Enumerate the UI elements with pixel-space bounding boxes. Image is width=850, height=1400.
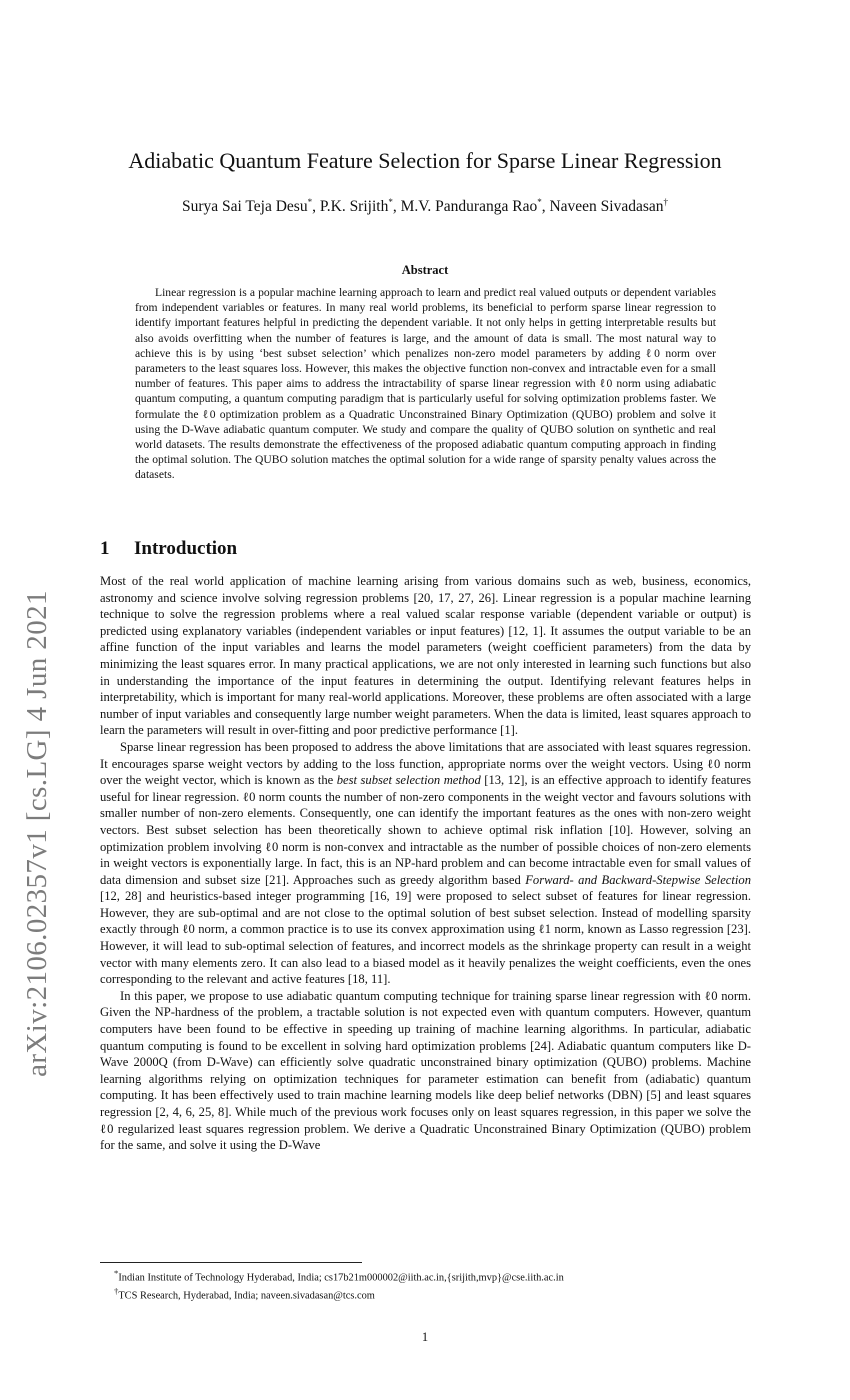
section-title: Introduction <box>134 538 238 559</box>
abstract-text: Linear regression is a popular machine learning approach to learn and predict real valued outputs or dependent variables from independent variables or features. In many real world problems, its beneficial to perform sparse linear regression to identify important features helpful in predicting the dependent variable. It not only helps in getting interpretable results but also avoids overfitting when the number of features is large, and the amount of data is small. The most natural way to achieve this is by using ‘best subset selection’ which penalizes non-zero model parameters by adding ℓ0 norm over parameters to the least squares loss. However, this makes the objective function non-convex and intractable even for a small number of features. This paper aims to address the intractability of sparse linear regression with ℓ0 norm using adiabatic quantum computing, a quantum computing paradigm that is particularly useful for solving optimization problems faster. We formulate the ℓ0 optimization problem as a Quadratic Unconstrained Binary Optimization (QUBO) problem and solve it using the D-Wave adiabatic quantum computer. We study and compare the quality of QUBO solution on synthetic and real world datasets. The results demonstrate the effectiveness of the proposed adiabatic quantum computing approach in finding the optimal solution. The QUBO solution matches the optimal solution for a wide range of sparsity penalty values across the datasets. <box>135 286 716 482</box>
introduction-body <box>100 573 751 1154</box>
author-name: Surya Sai Teja Desu <box>181 198 308 216</box>
author-name: Naveen Sivadasan <box>549 198 664 216</box>
arxiv-identifier: arXiv:2106.02357v1 [cs.LG] 4 Jun 2021 <box>20 589 53 1077</box>
text-run: [13, 12], is an effective approach to identify features useful for linear regression. ℓ0 norm counts the number of non-zero components in the weight vector and favours solutions with smaller number of non-zero elements. Consequently, one can identify the important features as the ones with non-zero weight vectors. Best subset selection has been theoretically shown to achieve optimal risk inflation [10]. However, solving an optimization problem involving ℓ0 norm is non-convex and intractable as the number of possible choices of non-zero elements in weight vectors is exponentially large. In fact, this is an NP-hard problem and can become intractable even for small values of data dimension and subset size [21]. Approaches such as greedy algorithm based <box>100 773 751 887</box>
author-list: Surya Sai Teja Desu*, P.K. Srijith*, M.V. Panduranga Rao*, Naveen Sivadasan† <box>181 197 669 216</box>
body-paragraph: In this paper, we propose to use adiabatic quantum computing technique for training sparse linear regression with ℓ0 norm. Given the NP-hardness of the problem, a tractable solution is not expected even with quantum computers. However, quantum computers have been found to be effective in speeding up training of machine learning algorithms. In particular, adiabatic quantum computing is found to be excellent in solving hard optimization problems [24]. Adiabatic quantum computers like D-Wave 2000Q (from D-Wave) can efficiently solve quadratic unconstrained binary optimization (QUBO) problems. Machine learning algorithms relying on optimization techniques for parameter estimation can benefit from (adiabatic) quantum computing. It has been effectively used to train machine learning models like deep belief networks (DBN) [5] and least squares regression [2, 4, 6, 25, 8]. While much of the previous work focuses only on least squares regression, in this paper we solve the ℓ0 regularized least squares regression problem. We derive a Quadratic Unconstrained Binary Optimization (QUBO) problem for the same, and solve it using the D-Wave <box>100 988 751 1153</box>
abstract-heading: Abstract <box>401 263 449 277</box>
footnote-text: TCS Research, Hyderabad, India; naveen.sivadasan@tcs.com <box>118 1290 375 1302</box>
footnotes <box>100 1267 751 1303</box>
footnote <box>100 1285 751 1303</box>
affiliation-mark: * <box>307 197 313 207</box>
section-heading <box>100 538 237 560</box>
footnote-mark: † <box>114 1285 119 1296</box>
emphasis-best-subset: best subset selection method <box>336 773 481 788</box>
body-paragraph <box>100 739 751 988</box>
section-number: 1 <box>100 538 110 559</box>
author-name: M.V. Panduranga Rao <box>400 198 538 216</box>
affiliation-mark: * <box>537 197 542 207</box>
footnote <box>100 1267 751 1285</box>
text-run: Sparse linear regression has been proposed to address the above limitations that are associated with least squares regression. It encourages sparse weight vectors by adding to the loss function, appropriate norms over the weight vectors. Using ℓ0 norm over the weight vector, which is known as the <box>100 739 751 788</box>
affiliation-mark: † <box>663 197 669 207</box>
emphasis-stepwise: Forward- and Backward-Stepwise Selection <box>525 872 751 887</box>
paper-title: Adiabatic Quantum Feature Selection for Sparse Linear Regression <box>128 148 722 173</box>
author-name: P.K. Srijith <box>319 198 389 216</box>
footnote-mark: * <box>114 1268 119 1278</box>
footnote-text: Indian Institute of Technology Hyderabad, India; cs17b21m000002@iith.ac.in,{srijith,mvp}@cse.iith.ac.in <box>118 1272 564 1284</box>
text-run: [12, 28] and heuristics-based integer programming [16, 19] were proposed to select subset of features for linear regression. However, they are sub-optimal and are not close to the optimal solution of best subset selection. Instead of modelling sparsity exactly through ℓ0 norm, a common practice is to use its convex approximation using ℓ1 norm, known as Lasso regression [23]. However, it will lead to sub-optimal selection of features, and incorrect models as the shrinkage property can result in a weight vector with many elements zero. It can also lead to a biased model as it heavily penalizes the weight coefficients, even the ones corresponding to the relevant and active features [18, 11]. <box>100 889 751 987</box>
page-number: 1 <box>421 1330 429 1344</box>
footnote-rule <box>100 1262 362 1263</box>
affiliation-mark: * <box>388 197 393 207</box>
arxiv-identifier-margin <box>14 578 60 1088</box>
body-paragraph: Most of the real world application of machine learning arising from various domains such as web, business, economics, astronomy and science involve solving regression problems [20, 17, 27, 26]. Linear regression is a popular machine learning technique to solve the regression problems where a real valued scalar response variable (dependent variable or output) is predicted using explanatory variables (independent variables or input features) [12, 1]. It assumes the output variable to be an affine function of the input variables and learns the model parameters (weight coefficient parameters) from the data by minimizing the least squares error. In many practical applications, we are not only interested in learning such functions but also in understanding the importance of the input features in determining the output. Identifying relevant features helps in interpretability, which is important for many real-world applications. Moreover, these problems are often associated with a large number of input variables and consequently large number weight parameters. When the data is limited, least squares approach to learn the parameters will result in over-fitting and poor predictive performance [1]. <box>100 574 751 738</box>
